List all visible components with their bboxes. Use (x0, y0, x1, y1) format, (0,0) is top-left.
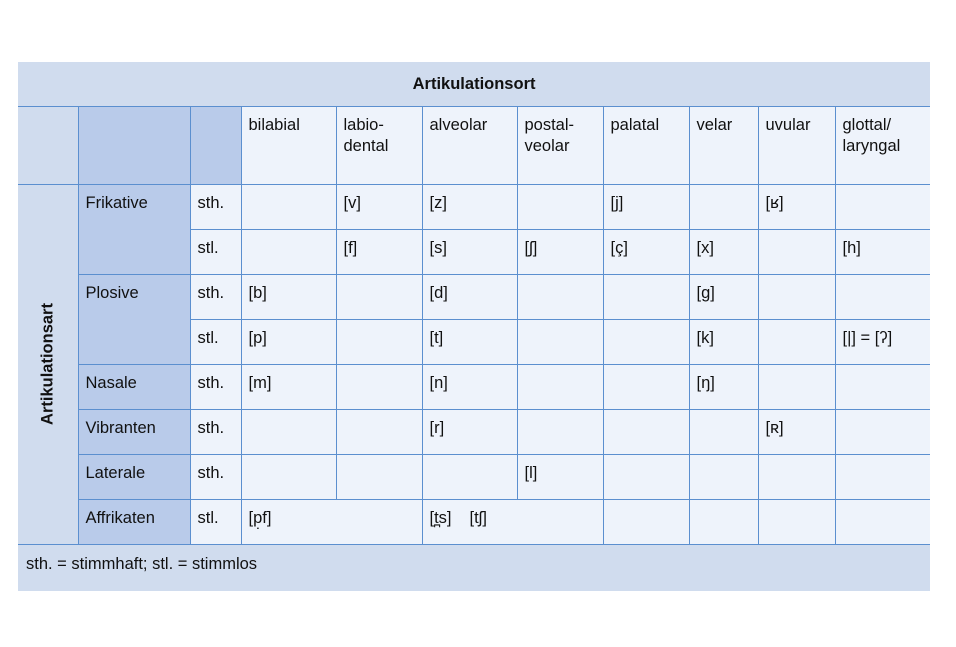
cell-nas-velar: [ŋ] (689, 364, 758, 409)
cell-fri-sth-alveolar: [z] (422, 184, 517, 229)
cell-empty (835, 454, 930, 499)
cell-empty (689, 184, 758, 229)
cell-empty (603, 499, 689, 544)
col-header-alveolar (422, 106, 517, 184)
cell-fri-stl-labiodental: [f] (336, 229, 422, 274)
corner-cell (18, 106, 78, 184)
cell-aff-bilabial: [p̣f] (248, 508, 272, 527)
voicing-sth: sth. (190, 274, 241, 319)
cell-empty (422, 454, 517, 499)
cell-empty (336, 274, 422, 319)
row-header-plosive: Plosive (78, 274, 190, 364)
col-glottal-line2: laryngal (842, 136, 901, 155)
cell-empty (835, 364, 930, 409)
cell-empty (603, 364, 689, 409)
cell-plo-stl-alveolar: [t] (422, 319, 517, 364)
voicing-stl: stl. (190, 229, 241, 274)
cell-empty (835, 184, 930, 229)
voicing-sth: sth. (190, 364, 241, 409)
voicing-sth: sth. (190, 454, 241, 499)
row-header-nasale: Nasale (78, 364, 190, 409)
col-velar-label: velar (696, 115, 733, 134)
cell-aff-bilabial-labiodental (241, 499, 422, 544)
cell-empty (517, 274, 603, 319)
cell-nas-bilabial: [m] (241, 364, 336, 409)
cell-empty (758, 229, 835, 274)
cell-plo-stl-glottal: [|] = [ʔ] (835, 319, 930, 364)
cell-fri-stl-glottal: [h] (835, 229, 930, 274)
cell-empty (336, 319, 422, 364)
footnote: sth. = stimmhaft; stl. = stimmlos (26, 555, 258, 573)
cell-empty (336, 409, 422, 454)
col-glottal-line1: glottal/ (842, 115, 892, 134)
col-header-postalveolar (517, 106, 603, 184)
cell-fri-stl-palatal: [ç] (603, 229, 689, 274)
voicing-sth: sth. (190, 184, 241, 229)
col-header-palatal (603, 106, 689, 184)
cell-empty (517, 364, 603, 409)
cell-empty (758, 319, 835, 364)
cell-empty (758, 364, 835, 409)
cell-aff-alveolar-postalveolar (422, 499, 603, 544)
cell-empty (603, 319, 689, 364)
cell-fri-sth-uvular: [ʁ] (758, 184, 835, 229)
col-alveolar-label: alveolar (429, 115, 488, 134)
cell-vib-uvular: [ʀ] (758, 409, 835, 454)
cell-fri-sth-labiodental: [v] (336, 184, 422, 229)
col-header-velar (689, 106, 758, 184)
cell-plo-sth-bilabial: [b] (241, 274, 336, 319)
cell-plo-sth-alveolar: [d] (422, 274, 517, 319)
cell-empty (758, 454, 835, 499)
row-header-laterale: Laterale (78, 454, 190, 499)
cell-empty (603, 274, 689, 319)
voicing-stl: stl. (190, 499, 241, 544)
col-postalveolar-line1: postal- (524, 115, 575, 134)
cell-nas-alveolar: [n] (422, 364, 517, 409)
cell-empty (689, 409, 758, 454)
cell-empty (241, 409, 336, 454)
row-header-vibranten: Vibranten (78, 409, 190, 454)
cell-aff-alveolar-2: [tʃ] (469, 508, 487, 527)
cell-empty (517, 409, 603, 454)
cell-empty (758, 499, 835, 544)
cell-plo-stl-velar: [k] (689, 319, 758, 364)
cell-empty (241, 229, 336, 274)
cell-aff-alveolar-1: [t̪s] (429, 508, 452, 527)
cell-empty (835, 274, 930, 319)
col-header-glottal (835, 106, 930, 184)
cell-plo-sth-velar: [g] (689, 274, 758, 319)
cell-empty (336, 454, 422, 499)
table-title: Artikulationsort (18, 62, 930, 106)
cell-empty (689, 454, 758, 499)
cell-fri-sth-palatal: [j] (603, 184, 689, 229)
col-header-uvular (758, 106, 835, 184)
cell-empty (835, 499, 930, 544)
cell-empty (517, 319, 603, 364)
voicing-stl: stl. (190, 319, 241, 364)
cell-empty (241, 454, 336, 499)
cell-empty (758, 274, 835, 319)
cell-fri-stl-velar: [x] (689, 229, 758, 274)
consonant-table-panel (18, 62, 930, 591)
col-postalveolar-line2: veolar (524, 136, 570, 155)
cell-empty (603, 409, 689, 454)
col-labiodental-line2: dental (343, 136, 389, 155)
cell-vib-alveolar: [r] (422, 409, 517, 454)
cell-fri-stl-alveolar: [s] (422, 229, 517, 274)
header-blank-voicing (190, 106, 241, 184)
col-header-bilabial (241, 106, 336, 184)
voicing-sth: sth. (190, 409, 241, 454)
row-header-frikative: Frikative (78, 184, 190, 274)
col-uvular-label: uvular (765, 115, 811, 134)
row-header-affrikaten: Affrikaten (78, 499, 190, 544)
cell-fri-stl-postalveolar: [ʃ] (517, 229, 603, 274)
col-palatal-label: palatal (610, 115, 660, 134)
col-labiodental-line1: labio- (343, 115, 384, 134)
header-blank-manner (78, 106, 190, 184)
col-header-labiodental (336, 106, 422, 184)
cell-plo-stl-bilabial: [p] (241, 319, 336, 364)
col-bilabial-label: bilabial (248, 115, 300, 134)
cell-empty (835, 409, 930, 454)
manner-axis-label-cell (18, 184, 78, 544)
consonant-table (18, 62, 930, 545)
cell-empty (241, 184, 336, 229)
cell-empty (603, 454, 689, 499)
cell-empty (336, 364, 422, 409)
manner-axis-label: Artikulationsart (38, 303, 57, 425)
cell-empty (689, 499, 758, 544)
cell-empty (517, 184, 603, 229)
cell-lat-postalveolar: [l] (517, 454, 603, 499)
